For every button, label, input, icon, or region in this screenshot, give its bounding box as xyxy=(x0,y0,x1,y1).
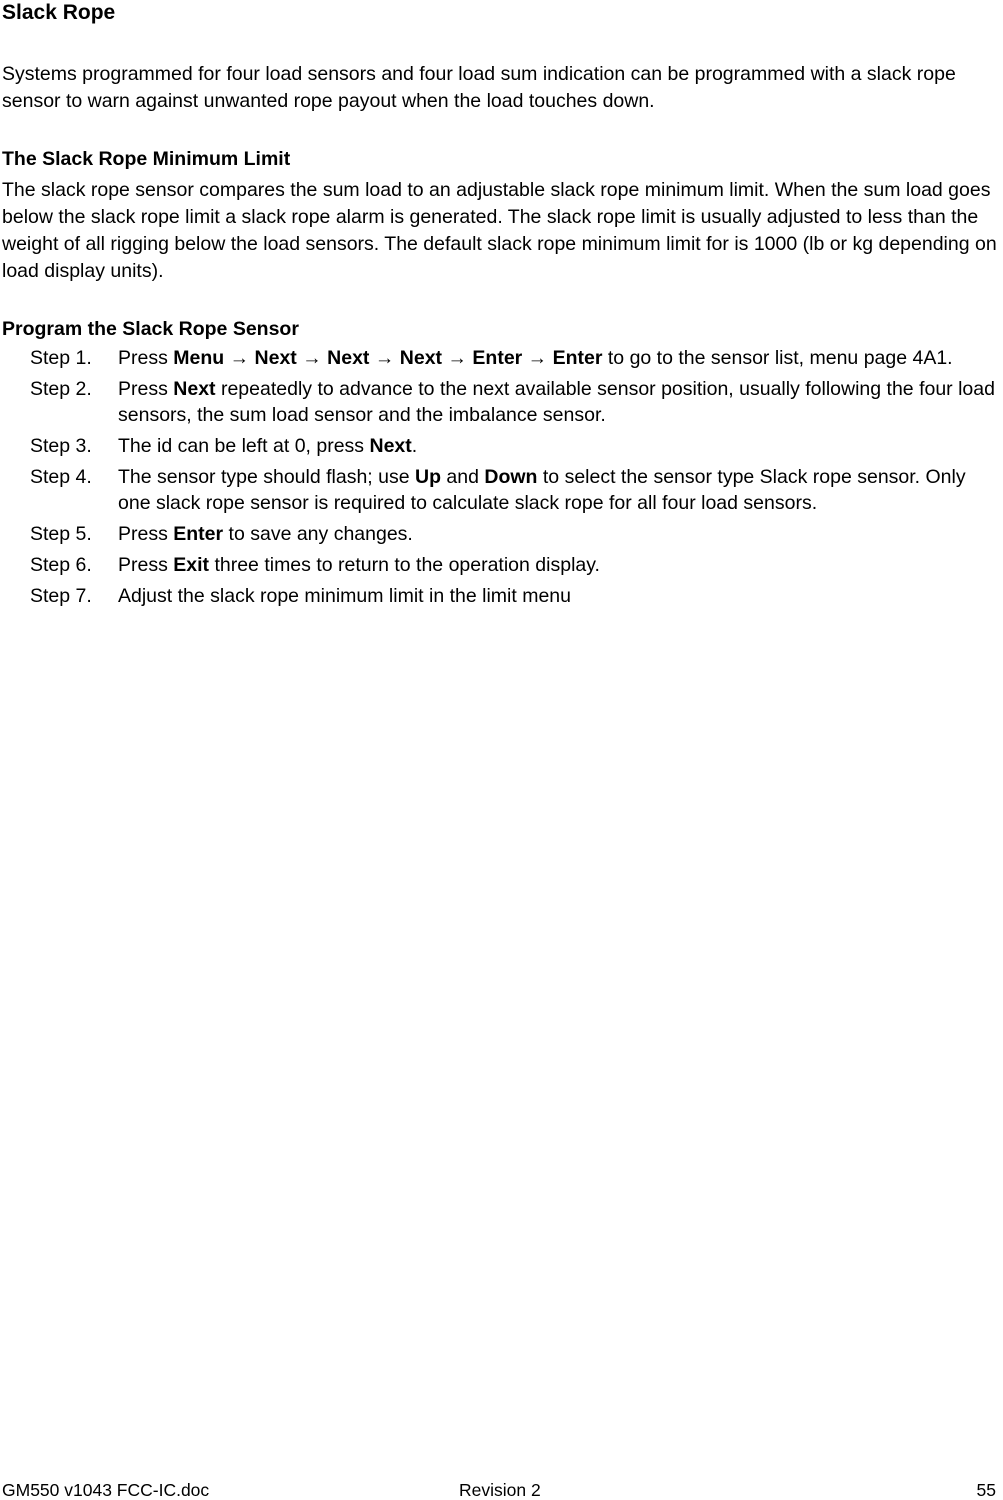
step-text-run: to select the sensor type Slack rope sensor. Only one slack rope sensor is required to calculate slack rope for all four load sensors. xyxy=(118,466,966,514)
step-text-run: repeatedly to advance to the next available sensor position, usually following the four load sensors, the sum load sensor and the imbalance sensor. xyxy=(118,378,995,426)
intro-paragraph: Systems programmed for four load sensors and four load sum indication can be programmed with a slack rope sensor to warn against unwanted rope payout when the load touches down. xyxy=(2,63,956,112)
step-text-run: → xyxy=(224,347,255,369)
step-item xyxy=(0,583,1000,609)
minimum-limit-paragraph: The slack rope sensor compares the sum load to an adjustable slack rope minimum limit. When the sum load goes below the slack rope limit a slack rope alarm is generated. The slack rope limit is usually adjusted to less than the weight of all rigging below the load sensors. The default slack rope minimum limit for is 1000 (lb or kg depending on load display units). xyxy=(2,179,997,282)
step-text xyxy=(118,521,1000,547)
step-text-run: The id can be left at 0, press xyxy=(118,435,370,457)
step-keyword: Down xyxy=(484,466,538,488)
step-keyword: Next xyxy=(327,347,370,369)
step-keyword: Enter xyxy=(472,347,523,369)
step-keyword: Exit xyxy=(173,554,210,576)
step-item xyxy=(0,464,1000,516)
step-text-run: Press xyxy=(118,523,174,545)
step-text xyxy=(118,552,1000,578)
step-item xyxy=(0,552,1000,578)
step-text-run: The sensor type should flash; use xyxy=(118,466,416,488)
step-text-run: to go to the sensor list, menu page 4A1. xyxy=(602,347,953,369)
step-text xyxy=(118,464,1000,516)
step-number: Step 7. xyxy=(30,585,92,607)
step-number: Step 1. xyxy=(30,347,92,369)
step-number: Step 3. xyxy=(30,435,92,457)
step-text-run: → xyxy=(522,347,553,369)
step-keyword: Next xyxy=(399,347,443,369)
step-keyword: Next xyxy=(254,347,297,369)
step-number: Step 2. xyxy=(30,378,92,400)
step-keyword: Menu xyxy=(173,347,225,369)
step-item xyxy=(0,376,1000,428)
step-item xyxy=(0,433,1000,459)
step-text-run: Press xyxy=(118,554,174,576)
page-footer xyxy=(0,1480,1000,1500)
step-text-run: Adjust the slack rope minimum limit in the limit menu xyxy=(118,585,571,607)
step-keyword: Up xyxy=(415,466,442,488)
step-text xyxy=(118,376,1000,428)
step-text xyxy=(118,433,1000,459)
step-text-run: → xyxy=(442,347,473,369)
step-number: Step 6. xyxy=(30,554,92,576)
step-text-run: → xyxy=(296,347,328,369)
minimum-limit-heading: The Slack Rope Minimum Limit xyxy=(2,148,291,170)
step-item xyxy=(0,345,1000,371)
step-keyword: Next xyxy=(173,378,216,400)
step-keyword: Enter xyxy=(173,523,224,545)
step-keyword: Next xyxy=(369,435,412,457)
step-keyword: Enter xyxy=(552,347,603,369)
step-number: Step 4. xyxy=(30,466,92,488)
step-text-run: . xyxy=(411,435,418,457)
step-text-run: and xyxy=(441,466,485,488)
step-number: Step 5. xyxy=(30,523,92,545)
step-text-run: Press xyxy=(118,347,174,369)
step-text-run: → xyxy=(369,347,400,369)
step-text-run: Press xyxy=(118,378,174,400)
footer-page-number: 55 xyxy=(976,1480,996,1500)
step-text xyxy=(118,583,1000,609)
page-title: Slack Rope xyxy=(2,1,116,24)
program-sensor-heading: Program the Slack Rope Sensor xyxy=(2,318,299,340)
footer-document-name: GM550 v1043 FCC-IC.doc xyxy=(2,1480,210,1500)
footer-revision: Revision 2 xyxy=(459,1480,541,1500)
step-text-run: three times to return to the operation display. xyxy=(209,554,600,576)
step-text xyxy=(118,345,1000,371)
step-text-run: to save any changes. xyxy=(223,523,413,545)
program-steps-list xyxy=(0,345,1000,614)
step-item xyxy=(0,521,1000,547)
